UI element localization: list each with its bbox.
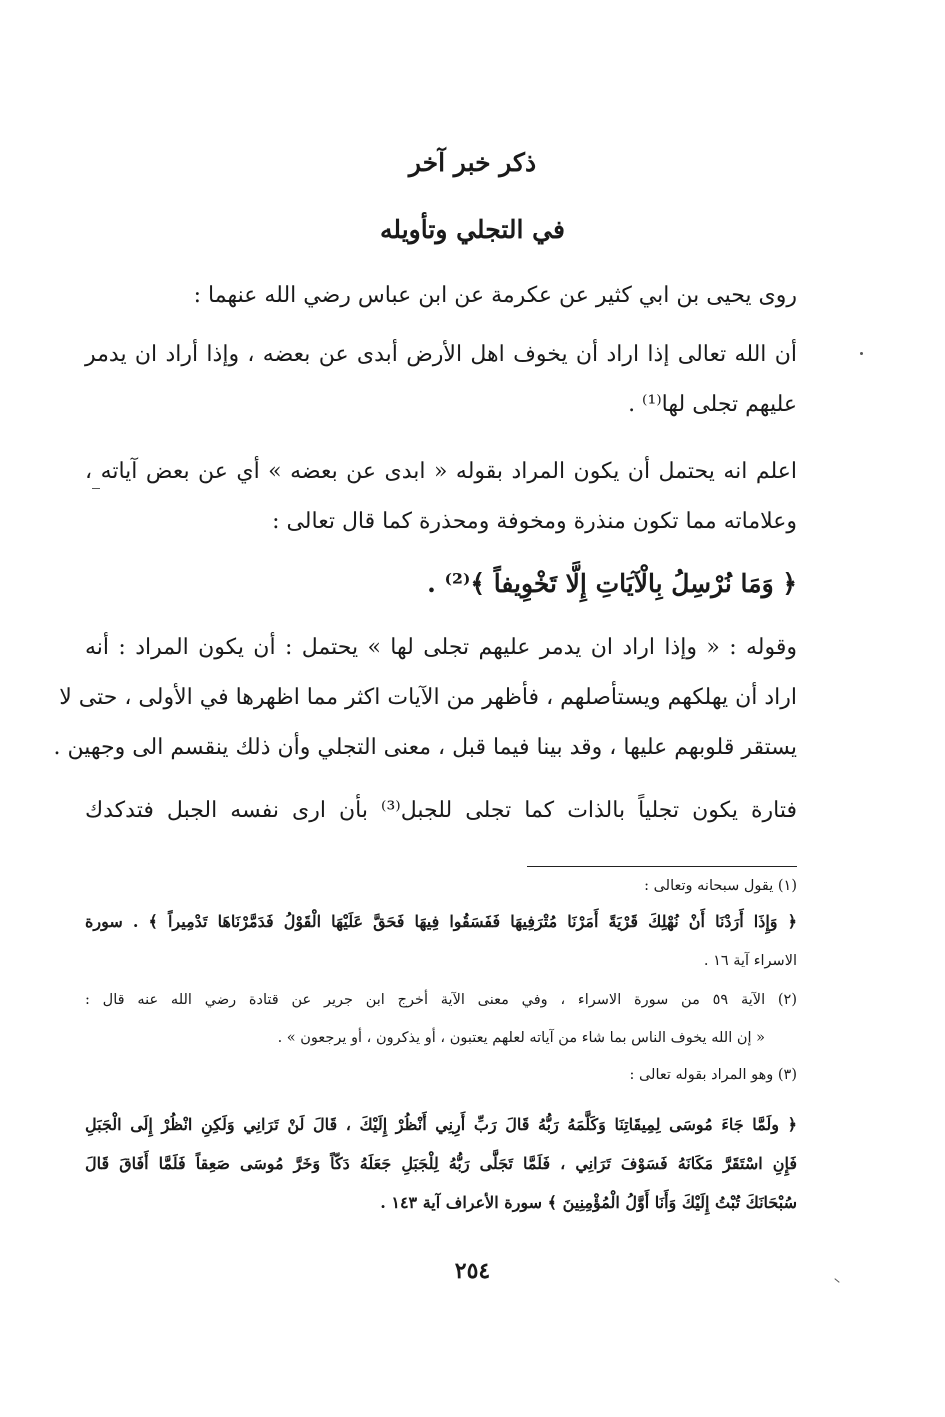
footnote-3-verse-line-3: سُبْحَانَكَ تُبْتُ إِلَيْكَ وَأَنَا أَوَّلُ الْمُؤْمِنِينَ ﴾ سورة الأعراف آية ١٤٣ . [380,1193,797,1212]
footnote-3-verse-line-2: فَإِنِ اسْتَقَرَّ مَكَانَهُ فَسَوْفَ تَرَانِي ، فَلَمَّا تَجَلَّى رَبُّهُ لِلْجَبَلِ جَعَلَهُ دَكّاً وَخَرَّ مُوسَى صَعِقاً فَلَمَّا أَفَاقَ قَالَ [85,1154,797,1173]
body-line-5: وعلاماته مما تكون منذرة ومخوفة ومحذرة كما قال تعالى : [272,509,797,534]
body-line-10: فتارة يكون تجلياً بالذات كما تجلى للجبل⁽³⁾ بأن ارى نفسه الجبل فتدكدك [85,798,798,823]
footnote-1-verse: ﴿ وَإِذَا أَرَدْنَا أَنْ نُهْلِكَ قَرْيَةً أَمَرْنَا مُتْرَفِيهَا فَفَسَقُوا فِيهَا فَحَقَّ عَلَيْهَا الْقَوْلُ فَدَمَّرْنَاهَا تَدْمِيراً ﴾ . سورة [85,912,797,931]
footnote-separator [527,866,797,867]
scan-speck [92,488,100,489]
body-line-8: اراد أن يهلكهم ويستأصلهم ، فأظهر من الآيات اكثر مما اظهرها في الأولى ، حتى لا [59,685,797,710]
heading-title: ذكر خبر آخر [408,148,537,177]
footnote-1-label: (١) يقول سبحانه وتعالى : [644,878,797,894]
footnote-3-verse-line-1: ﴿ ولَمَّا جَاءَ مُوسَى لِمِيقَاتِنَا وَكَلَّمَهُ رَبُّهُ قَالَ رَبِّ أَرِنِي أَنْظُرْ إِلَيْكَ ، قَالَ لَنْ تَرَانِي وَلَكِنِ انْظُرْ إِلَى الْجَبَلِ [85,1115,797,1134]
body-line-4: اعلم انه يحتمل أن يكون المراد بقوله « ابدى عن بعضه » أي عن بعض آياته ، [85,459,797,484]
footnote-2-quote: « إن الله يخوف الناس بما شاء من آياته لعلهم يعتبون ، أو يذكرون ، أو يرجعون » . [277,1030,765,1046]
heading-subtitle: في التجلي وتأويله [380,215,565,244]
body-line-2: أن الله تعالى إذا اراد أن يخوف اهل الأرض أبدى عن بعضه ، وإذا أراد ان يدمر [85,342,797,367]
footnote-3-label: (٣) وهو المراد بقوله تعالى : [629,1067,797,1083]
scan-speck [860,352,863,355]
quran-verse: ﴿ وَمَا نُرْسِلُ بِالْآيَاتِ إِلَّا تَخْوِيفاً ﴾⁽²⁾ . [427,569,797,598]
page-number: ٢٥٤ [454,1258,491,1284]
body-line-9: يستقر قلوبهم عليها ، وقد بينا فيما قبل ، معنى التجلي وأن ذلك ينقسم الى وجهين . [53,735,797,760]
body-line-1: روى يحيى بن ابي كثير عن عكرمة عن ابن عباس رضي الله عنهما : [193,283,797,308]
footnote-2-label: (٢) الآية ٥٩ من سورة الاسراء ، وفي معنى الآية أخرج ابن جرير عن قتادة رضي الله عنه قال : [85,992,798,1008]
footnote-1-reference: الاسراء آية ١٦ . [703,953,797,969]
body-line-3: عليهم تجلى لها⁽¹⁾ . [628,392,797,417]
body-line-7: وقوله : « وإذا اراد ان يدمر عليهم تجلى لها » يحتمل : أن يكون المراد : أنه [85,635,797,660]
